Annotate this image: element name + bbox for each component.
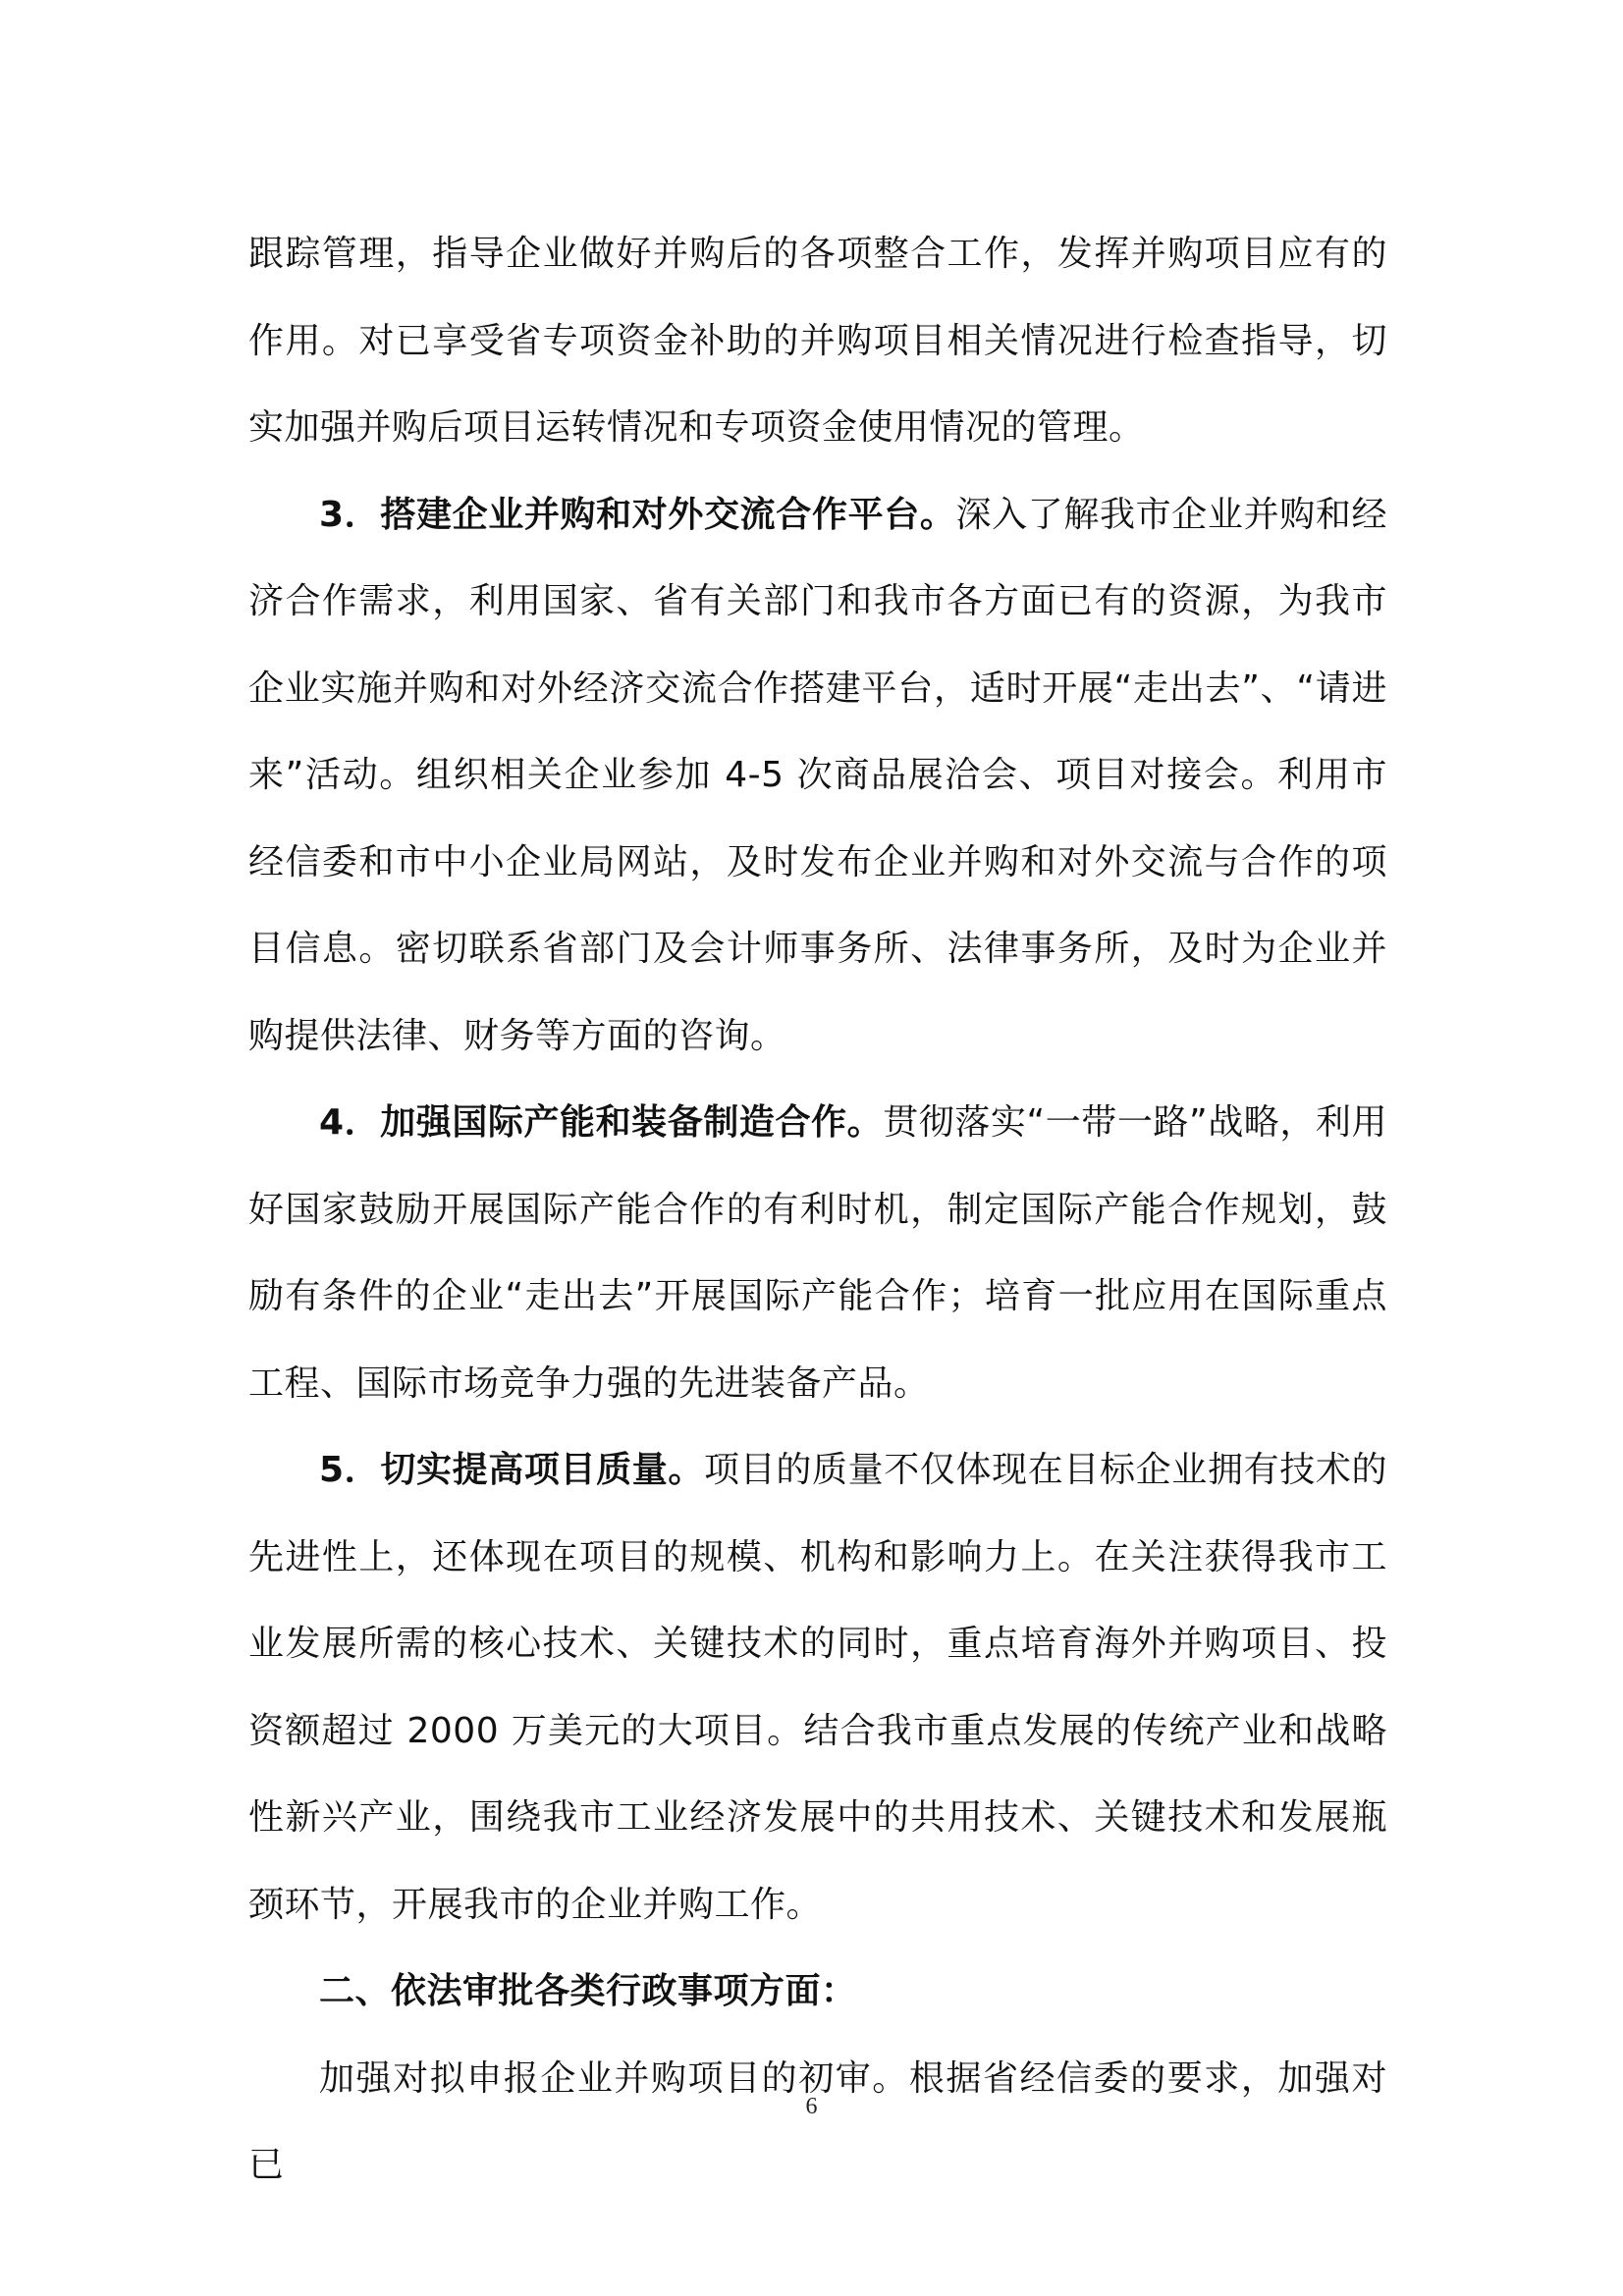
section-heading-4: 4．加强国际产能和装备制造合作。 (319, 1102, 884, 1143)
heading-text: 二、依法审批各类行政事项方面： (319, 1971, 857, 2011)
page-number: 6 (805, 2094, 818, 2119)
section-heading-2 (248, 1949, 1387, 2036)
paragraph-text: 加强对拟申报企业并购项目的初审。根据省经信委的要求，加强对已 (248, 2057, 1387, 2185)
paragraph-text: 深入了解我市企业并购和经济合作需求，利用国家、省有关部门和我市各方面已有的资源，为我市企业实施并购和对外经济交流合作搭建平台，适时开展“走出去”、“请进来”活动。组织相关企业参加 4-5 次商品展洽会、项目对接会。利用市经信委和市中小企业局网站，及时发布企业并购和对外交流与合作的项目信息。密切联系省部门及会计师事务所、法律事务所，及时为企业并购提供法律、财务等方面的咨询。 (248, 494, 1387, 1056)
paragraph-text: 贯彻落实“一带一路”战略，利用好国家鼓励开展国际产能合作的有利时机，制定国际产能合作规划，鼓励有条件的企业“走出去”开展国际产能合作；培育一批应用在国际重点工程、国际市场竞争力强的先进装备产品。 (248, 1102, 1387, 1404)
paragraph-text: 跟踪管理，指导企业做好并购后的各项整合工作，发挥并购项目应有的作用。对已享受省专项资金补助的并购项目相关情况进行检查指导，切实加强并购后项目运转情况和专项资金使用情况的管理。 (248, 234, 1387, 448)
paragraph-preliminary-review (248, 2036, 1387, 2210)
paragraph-text: 项目的质量不仅体现在目标企业拥有技术的先进性上，还体现在项目的规模、机构和影响力上。在关注获得我市工业发展所需的核心技术、关键技术的同时，重点培育海外并购项目、投资额超过 2000 万美元的大项目。结合我市重点发展的传统产业和战略性新兴产业，围绕我市工业经济发展中的共用技术、关键技术和发展瓶颈环节，开展我市的企业并购工作。 (248, 1450, 1387, 1925)
section-heading-5: 5．切实提高项目质量。 (319, 1450, 705, 1490)
paragraph-platform (248, 472, 1387, 1081)
paragraph-international-capacity (248, 1080, 1387, 1427)
paragraph-project-quality (248, 1427, 1387, 1949)
paragraph-tracking-management (248, 211, 1387, 472)
section-heading-3: 3．搭建企业并购和对外交流合作平台。 (319, 494, 956, 535)
document-body (248, 211, 1387, 2210)
